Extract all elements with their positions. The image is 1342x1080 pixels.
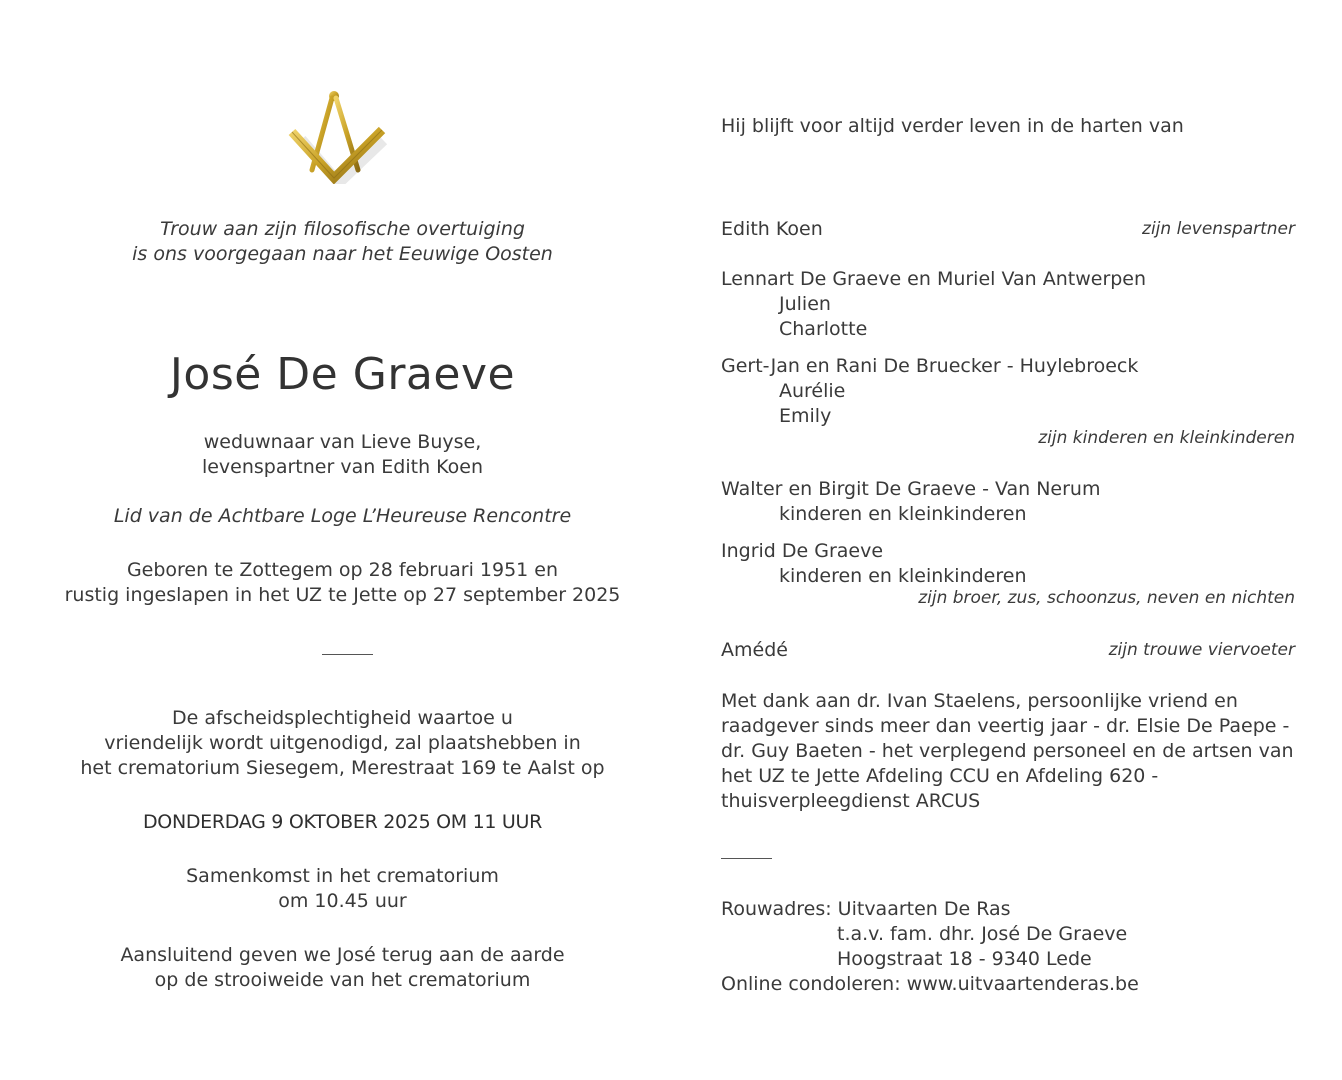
thanks-line-4: het UZ te Jette Afdeling CCU en Afdeling 620 -	[721, 765, 1159, 787]
invitation-line-2: vriendelijk wordt uitgenodigd, zal plaatshebben in	[104, 732, 581, 754]
motto-line-1: Trouw aan zijn filosofische overtuiging	[160, 218, 525, 240]
thanks-line-5: thuisverpleegdienst ARCUS	[721, 790, 981, 812]
divider	[322, 654, 373, 655]
address-line-2: t.a.v. fam. dhr. José De Graeve	[837, 923, 1128, 945]
pet-relation: zijn trouwe viervoeter	[1108, 640, 1295, 660]
pet-row	[721, 638, 1295, 663]
online-condolence-link[interactable]: Online condoleren: www.uitvaartenderas.be	[721, 973, 1139, 995]
deceased-name: José De Graeve	[169, 349, 516, 400]
invitation-line-3: het crematorium Siesegem, Merestraat 169 te Aalst op	[80, 757, 605, 779]
family2-child-1: Aurélie	[779, 380, 846, 402]
address-label: Rouwadres: Uitvaarten De Ras	[721, 898, 1011, 920]
sibling1-sub: kinderen en kleinkinderen	[779, 503, 1027, 525]
birth-line-1: Geboren te Zottegem op 28 februari 1951 en	[126, 559, 559, 581]
square-and-compass-icon	[286, 88, 388, 184]
siblings-relation: zijn broer, zus, schoonzus, neven en nichten	[918, 588, 1295, 608]
scattering-line-1: Aansluitend geven we José terug aan de aarde	[120, 944, 565, 966]
lodge-membership: Lid van de Achtbare Loge L’Heureuse Rencontre	[113, 505, 572, 527]
family2-name: Gert-Jan en Rani De Bruecker - Huylebroeck	[721, 355, 1139, 377]
children-relation: zijn kinderen en kleinkinderen	[1038, 428, 1295, 448]
right-column	[721, 0, 1295, 1080]
pet-name: Amédé	[721, 639, 788, 661]
partner-relation: zijn levenspartner	[1142, 219, 1295, 239]
scattering-line-2: op de strooiweide van het crematorium	[154, 969, 531, 991]
invitation-line-1: De afscheidsplechtigheid waartoe u	[172, 707, 513, 729]
family1-child-1: Julien	[779, 293, 831, 315]
family1-child-2: Charlotte	[779, 318, 868, 340]
sibling2-sub: kinderen en kleinkinderen	[779, 565, 1027, 587]
family2-child-2: Emily	[779, 405, 832, 427]
divider	[721, 858, 772, 859]
address-line-3: Hoogstraat 18 - 9340 Lede	[837, 948, 1092, 970]
sibling2-name: Ingrid De Graeve	[721, 540, 884, 562]
relation-line-1: weduwnaar van Lieve Buyse,	[203, 431, 482, 453]
relation-line-2: levenspartner van Edith Koen	[201, 456, 484, 478]
birth-line-2: rustig ingeslapen in het UZ te Jette op 27 september 2025	[64, 584, 621, 606]
intro-text: Hij blijft voor altijd verder leven in de harten van	[721, 115, 1184, 137]
gathering-line-1: Samenkomst in het crematorium	[186, 865, 499, 887]
family1-name: Lennart De Graeve en Muriel Van Antwerpen	[721, 268, 1147, 290]
thanks-line-1: Met dank aan dr. Ivan Staelens, persoonlijke vriend en	[721, 690, 1238, 712]
sibling1-name: Walter en Birgit De Graeve - Van Nerum	[721, 478, 1101, 500]
partner-row	[721, 217, 1295, 242]
ceremony-date: DONDERDAG 9 OKTOBER 2025 OM 11 UUR	[142, 811, 543, 833]
gathering-line-2: om 10.45 uur	[278, 890, 407, 912]
thanks-line-3: dr. Guy Baeten - het verplegend personeel en de artsen van	[721, 740, 1294, 762]
thanks-line-2: raadgever sinds meer dan veertig jaar - dr. Elsie De Paepe -	[721, 715, 1290, 737]
partner-name: Edith Koen	[721, 218, 823, 240]
motto-line-2: is ons voorgegaan naar het Eeuwige Oosten	[132, 243, 553, 265]
